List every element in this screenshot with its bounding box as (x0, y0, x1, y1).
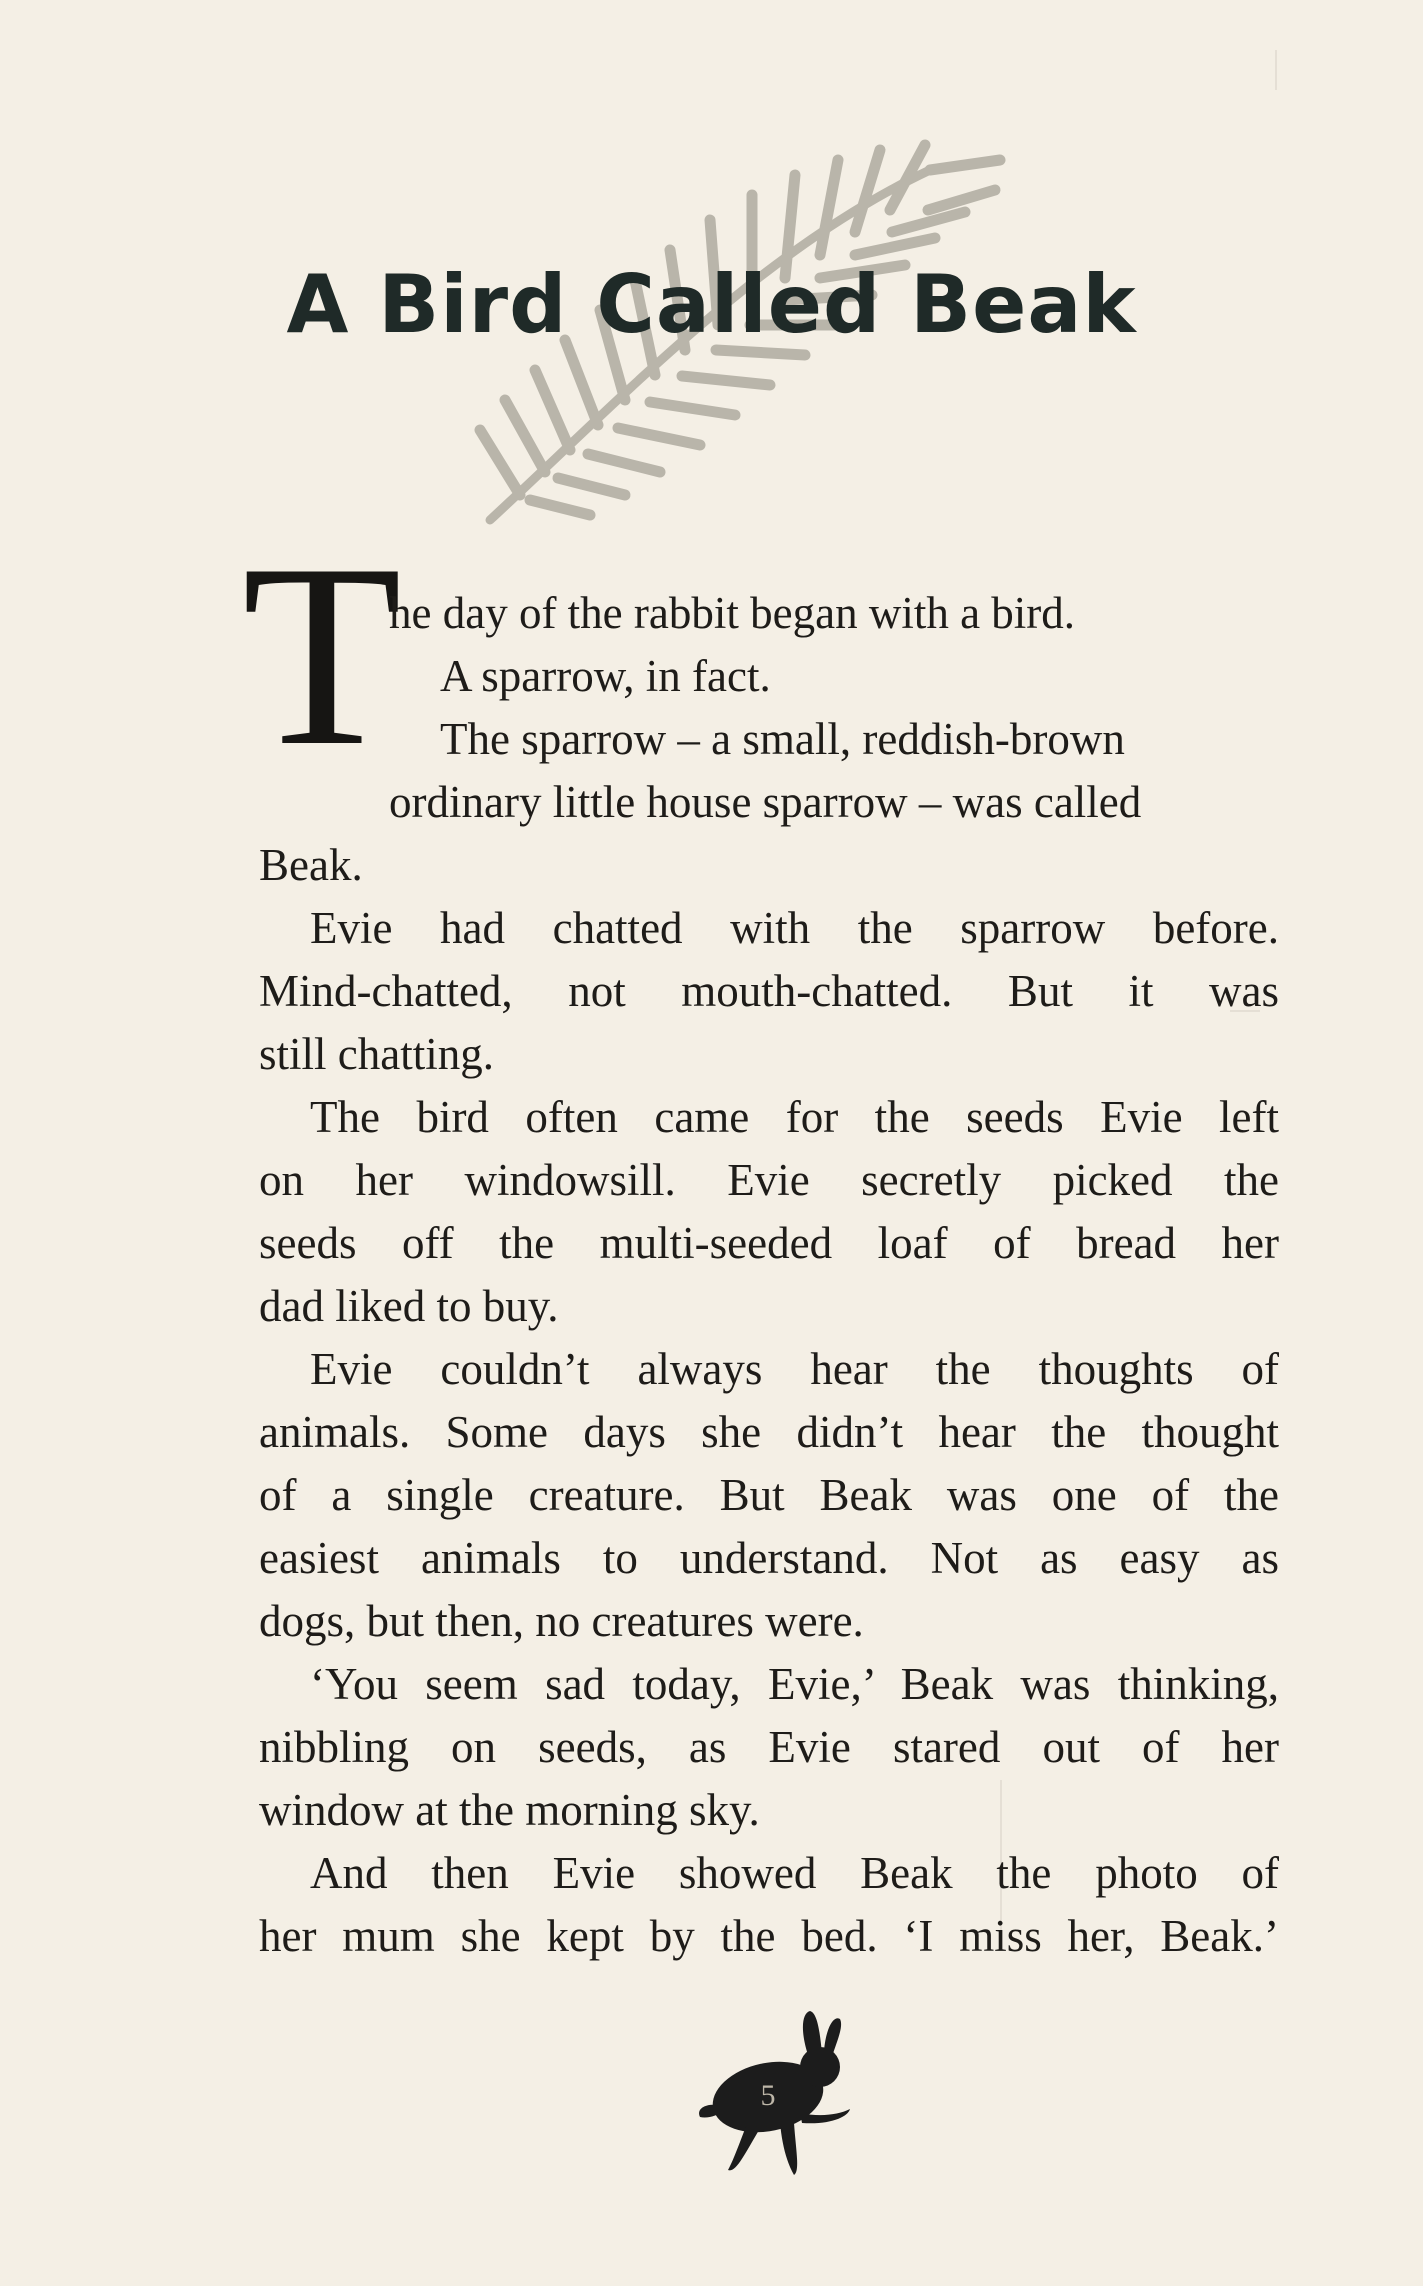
text-line: The bird often came for the seeds Evie left (310, 1092, 1279, 1142)
chapter-body (259, 582, 1279, 1968)
text-line: animals. Some days she didn’t hear the thought (259, 1407, 1279, 1457)
text-line: still chatting. (259, 1029, 494, 1079)
text-line: Mind-chatted, not mouth-chatted. But it was (259, 966, 1279, 1016)
text-line: easiest animals to understand. Not as easy as (259, 1533, 1279, 1583)
text-line: Evie had chatted with the sparrow before. (310, 903, 1279, 953)
text-line: on her windowsill. Evie secretly picked the (259, 1155, 1279, 1205)
scan-mark (1275, 50, 1277, 90)
paragraph-3 (259, 708, 1279, 897)
text-line: And then Evie showed Beak the photo of (310, 1848, 1279, 1898)
text-line: window at the morning sky. (259, 1785, 760, 1835)
drop-cap-letter: T (242, 510, 403, 800)
paragraph-5 (259, 1086, 1279, 1338)
text-line: he day of the rabbit began with a bird. (389, 588, 1076, 638)
text-line: A sparrow, in fact. (440, 651, 771, 701)
page-number: 5 (760, 2079, 776, 2112)
text-line: ‘You seem sad today, Evie,’ Beak was thinking, (310, 1659, 1279, 1709)
text-line: dad liked to buy. (259, 1281, 559, 1331)
text-line: seeds off the multi-seeded loaf of bread her (259, 1218, 1279, 1268)
paragraph-8 (259, 1842, 1279, 1968)
paragraph-6 (259, 1338, 1279, 1653)
paragraph-7 (259, 1653, 1279, 1842)
text-line: of a single creature. But Beak was one of the (259, 1470, 1279, 1520)
text-line: nibbling on seeds, as Evie stared out of her (259, 1722, 1279, 1772)
text-line: Beak. (259, 840, 363, 890)
paragraph-1 (259, 582, 1279, 645)
text-line: Evie couldn’t always hear the thoughts of (310, 1344, 1279, 1394)
text-line: The sparrow – a small, reddish-brown (440, 714, 1125, 764)
chapter-title: A Bird Called Beak (286, 258, 1137, 351)
text-line: her mum she kept by the bed. ‘I miss her, Beak.’ (259, 1911, 1279, 1961)
paragraph-4 (259, 897, 1279, 1086)
paragraph-2 (259, 645, 1279, 708)
text-line: dogs, but then, no creatures were. (259, 1596, 864, 1646)
text-line: ordinary little house sparrow – was called (389, 777, 1142, 827)
